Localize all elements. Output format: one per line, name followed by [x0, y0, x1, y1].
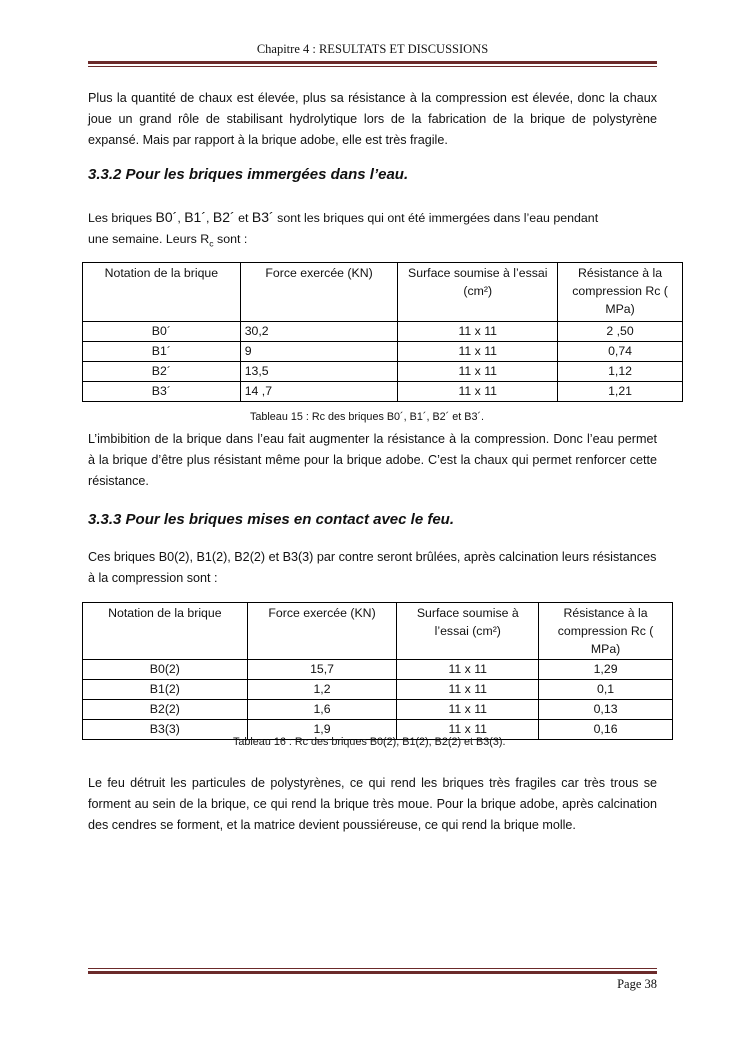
section-heading-332: 3.3.2 Pour les briques immergées dans l’eau. [88, 166, 409, 183]
notation-cell: B1´ [83, 342, 241, 362]
surface-cell: 11 x 11 [398, 322, 558, 342]
notation-cell: B1(2) [83, 680, 248, 700]
force-cell: 9 [240, 342, 398, 362]
intro-text-a: Les briques [88, 211, 153, 225]
surface-cell: 11 x 11 [397, 700, 539, 720]
resistance-cell: 0,1 [539, 680, 673, 700]
resistance-cell: 2 ,50 [558, 322, 683, 342]
intro-line2-b: sont : [213, 232, 248, 246]
column-header: Force exercée (KN) [240, 263, 398, 322]
column-header: Surface soumise à l’essai (cm²) [398, 263, 558, 322]
table-header-row [83, 263, 683, 322]
resistance-cell: 0,16 [539, 720, 673, 740]
header-rule-thin [88, 66, 657, 67]
table-16 [82, 602, 673, 740]
column-header: Résistance à la compression Rc ( MPa) [539, 603, 673, 660]
table-header-row [83, 603, 673, 660]
table-row [83, 700, 673, 720]
section-332-intro: Les briques B0´, B1´, B2´ et B3´ sont les briques qui ont été immergées dans l’eau pendant une semaine. Leurs $R_c$ sont : [88, 209, 599, 249]
force-cell: 15,7 [247, 660, 397, 680]
intro-paragraph: Plus la quantité de chaux est élevée, plus sa résistance à la compression est élevée, donc la chaux joue un grand rôle de stabilisant hydrolytique lors de la fabrication de la brique de polystyrène expansé. Mais par rapport à la brique adobe, elle est très fragile. [88, 91, 657, 147]
resistance-cell: 1,21 [558, 382, 683, 402]
page-number: Page 38 [617, 977, 657, 991]
resistance-cell: 0,13 [539, 700, 673, 720]
notation-cell: B2´ [83, 362, 241, 382]
resistance-cell: 0,74 [558, 342, 683, 362]
notation-cell: B2(2) [83, 700, 248, 720]
page-header: Chapitre 4 : RESULTATS ET DISCUSSIONS [256, 42, 489, 56]
force-cell: 1,6 [247, 700, 397, 720]
brick-symbol-b0: B0´ [155, 209, 178, 225]
surface-cell: 11 x 11 [398, 342, 558, 362]
table-row [83, 382, 683, 402]
brick-symbol-b2: B2´ [212, 209, 235, 225]
table-16-caption: Tableau 16 : Rc des briques B0(2), B1(2), B2(2) et B3(3). [233, 736, 506, 748]
footer-rule [88, 971, 657, 974]
table-15 [82, 262, 683, 402]
surface-cell: 11 x 11 [398, 362, 558, 382]
surface-cell: 11 x 11 [397, 680, 539, 700]
section-333-intro: Ces briques B0(2), B1(2), B2(2) et B3(3) par contre seront brûlées, après calcination leurs résistances à la compression sont : [88, 550, 657, 585]
force-cell: 1,9 [247, 720, 397, 740]
column-header: Notation de la brique [83, 603, 248, 660]
column-header: Résistance à la compression Rc ( MPa) [558, 263, 683, 322]
section-333-conclusion: Le feu détruit les particules de polystyrènes, ce qui rend les briques très fragiles car très trous se forment au sein de la brique, ce qui rend la brique très moue. Pour la brique adobe, après calcination des cendres se forment, et la matrice devient poussiéreuse, ce qui rend la brique molle. [88, 776, 657, 832]
notation-cell: B3(3) [83, 720, 248, 740]
force-cell: 30,2 [240, 322, 398, 342]
resistance-cell: 1,29 [539, 660, 673, 680]
column-header: Surface soumise à l’essai (cm²) [397, 603, 539, 660]
table-15-caption: Tableau 15 : Rc des briques B0´, B1´, B2´ et B3´. [250, 411, 485, 423]
surface-cell: 11 x 11 [398, 382, 558, 402]
table-row [83, 322, 683, 342]
table-row [83, 342, 683, 362]
surface-cell: 11 x 11 [397, 720, 539, 740]
intro-text-b: sont les briques qui ont été immergées dans l’eau pendant [277, 211, 599, 225]
footer-rule-thin [88, 968, 657, 969]
resistance-cell: 1,12 [558, 362, 683, 382]
force-cell: 14 ,7 [240, 382, 398, 402]
force-cell: 13,5 [240, 362, 398, 382]
intro-line2-a: une semaine. Leurs R [88, 232, 210, 246]
force-cell: 1,2 [247, 680, 397, 700]
header-rule [88, 61, 657, 64]
surface-cell: 11 x 11 [397, 660, 539, 680]
notation-cell: B0´ [83, 322, 241, 342]
column-header: Notation de la brique [83, 263, 241, 322]
section-332-conclusion: L’imbibition de la brique dans l’eau fait augmenter la résistance à la compression. Donc l’eau permet à la brique d’être plus résistant même pour la brique adobe. C’est la chaux qui permet renforcer cette résistance. [88, 432, 657, 488]
intro-line2-sub: c [209, 238, 214, 249]
table-row [83, 660, 673, 680]
table-row [83, 362, 683, 382]
table-row [83, 680, 673, 700]
section-heading-333: 3.3.3 Pour les briques mises en contact avec le feu. [88, 511, 454, 528]
notation-cell: B3´ [83, 382, 241, 402]
column-header: Force exercée (KN) [247, 603, 397, 660]
brick-symbol-b1: B1´ [184, 209, 206, 225]
notation-cell: B0(2) [83, 660, 248, 680]
brick-symbol-b3: B3´ [251, 209, 274, 225]
